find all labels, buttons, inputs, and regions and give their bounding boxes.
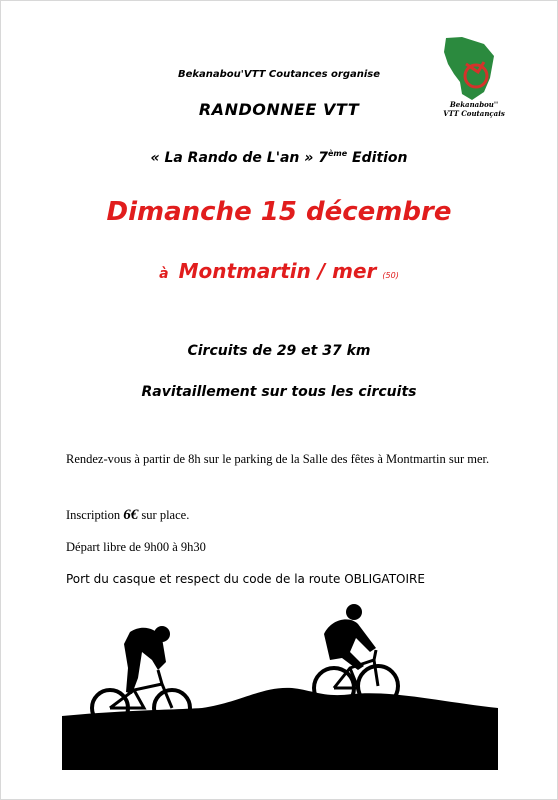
event-date: Dimanche 15 décembre [106, 197, 452, 227]
inscription-suffix: sur place. [138, 508, 190, 522]
edition-sup: ème [328, 149, 348, 158]
event-place [0, 259, 558, 283]
depart-text: Départ libre de 9h00 à 9h30 [66, 540, 206, 554]
logo-line-2: VTT Coutançais [443, 109, 505, 118]
ravitaillement-line: Ravitaillement sur tous les circuits [141, 384, 417, 400]
casque-text: Port du casque et respect du code de la route OBLIGATOIRE [66, 572, 425, 586]
inscription-price: 6€ [123, 507, 139, 523]
place-dept: (50) [382, 271, 399, 280]
rendezvous-text: Rendez-vous à partir de 8h sur le parking de la Salle des fêtes à Montmartin sur mer. [66, 452, 490, 466]
inscription-text [66, 504, 189, 526]
cyclists-silhouette [62, 598, 498, 770]
circuits-line: Circuits de 29 et 37 km [187, 343, 371, 359]
organiser-line: Bekanabou'VTT Coutances organise [177, 69, 381, 80]
inscription-prefix: Inscription [66, 508, 124, 522]
club-logo [432, 34, 512, 134]
edition-title [0, 149, 558, 166]
place-prefix: à [159, 266, 169, 282]
place-name: Montmartin / mer [178, 259, 377, 283]
edition-word: Edition [347, 150, 408, 166]
edition-main: « La Rando de L'an » 7 [150, 150, 328, 166]
event-type: RANDONNEE VTT [198, 100, 360, 119]
logo-line-1: Bekanabou'' [449, 100, 499, 109]
